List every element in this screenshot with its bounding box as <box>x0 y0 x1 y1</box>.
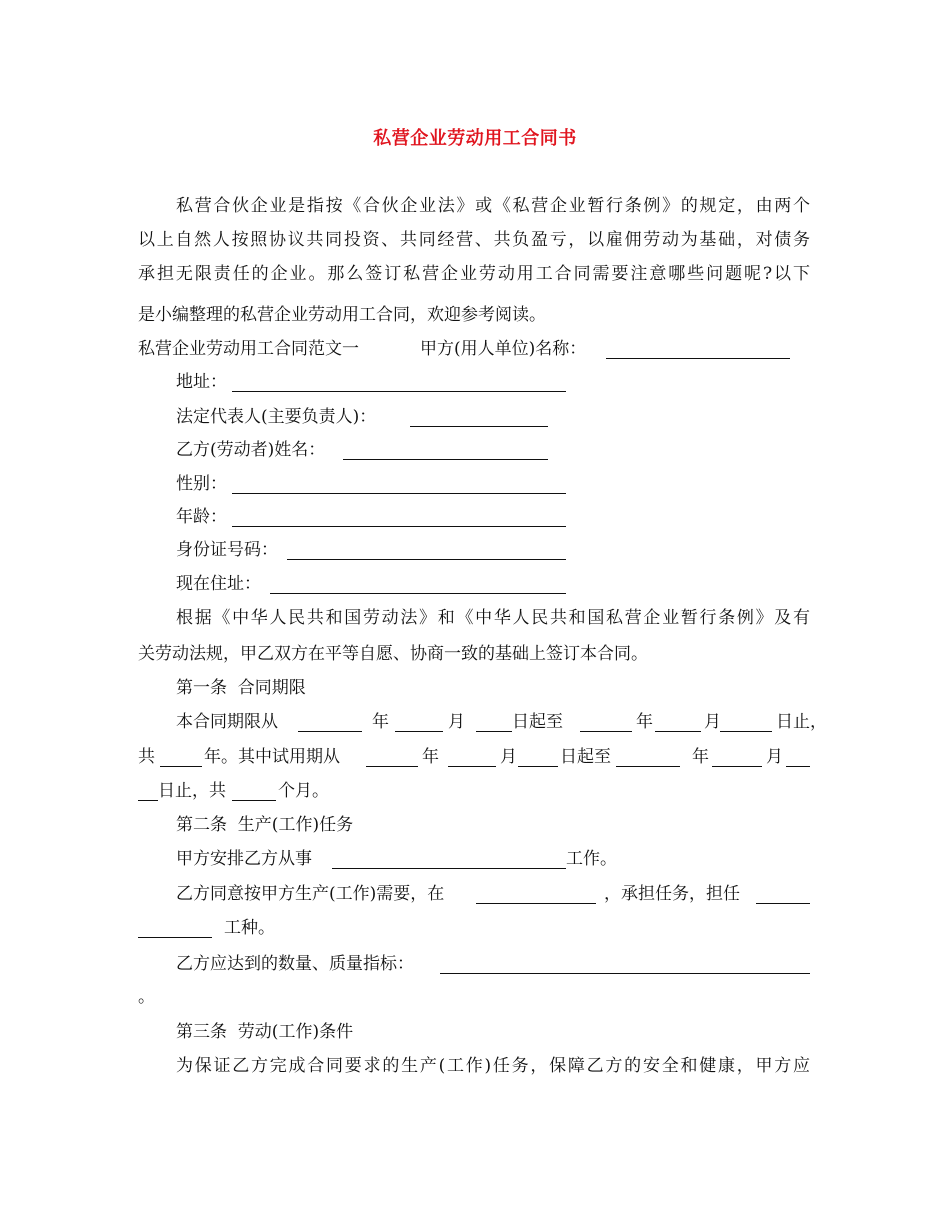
gender-blank[interactable] <box>232 475 566 494</box>
age-blank[interactable] <box>232 508 566 527</box>
start-month-blank[interactable] <box>395 713 443 732</box>
probation-total-text: 日止，共 <box>158 781 226 801</box>
term-from-text: 本合同期限从 <box>176 712 278 732</box>
term-end-day-text: 日止， <box>776 712 827 732</box>
job-type-blank-b[interactable] <box>138 919 212 938</box>
term-total-text: 共 <box>138 747 155 767</box>
term-month-text: 月 <box>448 712 465 732</box>
sample-heading: 私营企业劳动用工合同范文一 <box>138 339 359 359</box>
end-day-blank[interactable] <box>720 713 772 732</box>
address-blank[interactable] <box>232 373 566 392</box>
id-label: 身份证号码： <box>176 540 278 560</box>
intro-line-1: 私营合伙企业是指按《合伙企业法》或《私营企业暂行条例》的规定，由两个 <box>176 196 810 216</box>
article-1-heading: 第一条 合同期限 <box>176 678 306 698</box>
end-month-blank[interactable] <box>655 713 701 732</box>
age-label: 年龄： <box>176 507 227 527</box>
probation-end-year-blank[interactable] <box>616 748 680 767</box>
work-location-blank[interactable] <box>476 885 596 904</box>
agree-text-1: 乙方同意按甲方生产(工作)需要，在 <box>176 884 445 904</box>
intro-line-4: 是小编整理的私营企业劳动用工合同，欢迎参考阅读。 <box>138 305 546 325</box>
probation-end-day-blank-b[interactable] <box>138 782 158 801</box>
probation-start-text: 日起至 <box>560 747 611 767</box>
probation-end-month-blank[interactable] <box>712 748 762 767</box>
term-end-month-text: 月 <box>704 712 721 732</box>
term-year-text: 年 <box>372 712 389 732</box>
probation-end-day-blank-a[interactable] <box>786 748 810 767</box>
legal-rep-blank[interactable] <box>410 408 548 427</box>
document-title: 私营企业劳动用工合同书 <box>373 128 577 149</box>
current-address-label: 现在住址： <box>176 574 261 594</box>
agree-text-2: ，承担任务，担任 <box>604 884 740 904</box>
article-3-heading: 第三条 劳动(工作)条件 <box>176 1022 354 1042</box>
term-start-text: 日起至 <box>512 712 563 732</box>
current-address-blank[interactable] <box>270 575 566 594</box>
job-type-suffix: 工种。 <box>224 918 275 938</box>
probation-text: 年。其中试用期从 <box>204 747 340 767</box>
probation-year-text: 年 <box>422 747 439 767</box>
arrange-prefix: 甲方安排乙方从事 <box>176 849 312 869</box>
quota-label: 乙方应达到的数量、质量指标： <box>176 954 414 974</box>
probation-start-month-blank[interactable] <box>448 748 496 767</box>
job-type-blank-a[interactable] <box>756 885 810 904</box>
party-a-name-label: 甲方(用人单位)名称： <box>420 339 587 359</box>
arrange-suffix: 工作。 <box>566 849 617 869</box>
basis-line-1: 根据《中华人民共和国劳动法》和《中华人民共和国私营企业暂行条例》及有 <box>176 608 810 628</box>
id-blank[interactable] <box>287 541 566 560</box>
probation-months-blank[interactable] <box>232 782 276 801</box>
address-label: 地址： <box>176 372 227 392</box>
article-2-heading: 第二条 生产(工作)任务 <box>176 815 354 835</box>
start-day-blank[interactable] <box>476 713 512 732</box>
quota-end: 。 <box>138 987 155 1007</box>
party-a-name-blank[interactable] <box>606 340 790 359</box>
basis-line-2: 关劳动法规，甲乙双方在平等自愿、协商一致的基础上签订本合同。 <box>138 644 648 664</box>
probation-start-year-blank[interactable] <box>366 748 418 767</box>
total-years-blank[interactable] <box>160 748 202 767</box>
probation-end-month-text: 月 <box>766 747 783 767</box>
end-year-blank[interactable] <box>580 713 632 732</box>
term-end-year-text: 年 <box>636 712 653 732</box>
intro-line-2: 以上自然人按照协议共同投资、共同经营、共负盈亏，以雇佣劳动为基础，对债务 <box>138 230 810 250</box>
probation-end-year-text: 年 <box>692 747 709 767</box>
legal-rep-label: 法定代表人(主要负责人)： <box>176 407 377 427</box>
work-assignment-blank[interactable] <box>332 850 566 869</box>
start-year-blank[interactable] <box>298 713 362 732</box>
party-b-name-label: 乙方(劳动者)姓名： <box>176 440 326 460</box>
probation-start-day-blank[interactable] <box>518 748 558 767</box>
party-b-name-blank[interactable] <box>343 441 548 460</box>
quota-blank[interactable] <box>440 955 810 974</box>
probation-month-text: 月 <box>500 747 517 767</box>
intro-line-3: 承担无限责任的企业。那么签订私营企业劳动用工合同需要注意哪些问题呢?以下 <box>138 264 810 284</box>
gender-label: 性别： <box>176 474 227 494</box>
probation-months-text: 个月。 <box>278 781 329 801</box>
article-3-line: 为保证乙方完成合同要求的生产(工作)任务，保障乙方的安全和健康，甲方应 <box>176 1056 810 1076</box>
